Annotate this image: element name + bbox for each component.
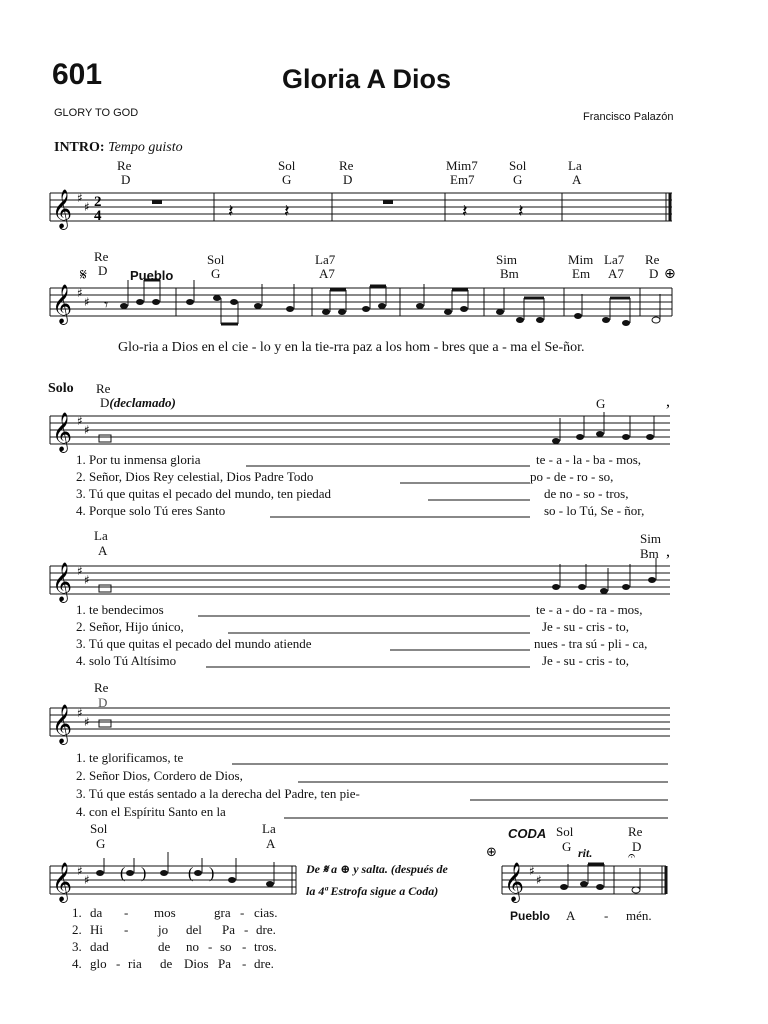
verse-end: Je - su - cris - to, xyxy=(542,653,630,668)
verse-number: 3. xyxy=(76,486,86,501)
solo-fill-lines xyxy=(0,450,768,530)
syl: Pa xyxy=(218,956,231,971)
syl: Pa xyxy=(222,922,235,937)
chord-es: Re xyxy=(117,158,132,173)
coda-pueblo: Pueblo xyxy=(510,909,551,923)
chord-es: Sol xyxy=(278,158,296,173)
sharp-icon: ♯ xyxy=(77,864,83,878)
syl: de xyxy=(158,939,171,954)
composer: Francisco Palazón xyxy=(583,111,674,123)
syl: so xyxy=(220,939,232,954)
sharp-icon: ♯ xyxy=(77,191,83,205)
chord-es: La7 xyxy=(604,252,625,267)
hymn-number: 601 xyxy=(52,58,103,91)
syl: tros. xyxy=(254,939,277,954)
syl: ria xyxy=(128,956,142,971)
verse-text: Señor, Dios Rey celestial, Dios Padre Todo xyxy=(89,469,314,484)
treble-clef-icon: 𝄞 xyxy=(52,189,73,229)
chord-en: A7 xyxy=(319,266,335,281)
chord-en: D xyxy=(98,695,108,710)
verse-number: 2. xyxy=(76,619,86,634)
verse-text: te glorificamos, te xyxy=(89,750,184,765)
verse-text: con el Espíritu Santo en la xyxy=(89,804,226,819)
chord-es: Sol xyxy=(207,252,225,267)
syl: - xyxy=(240,905,245,920)
sharp-icon: ♯ xyxy=(84,573,90,587)
syl: - xyxy=(124,922,129,937)
coda-chord-1 xyxy=(556,824,573,854)
verse-number: 4. xyxy=(76,653,86,668)
quarter-rest-icon: 𝄽 xyxy=(462,201,468,222)
syl: da xyxy=(90,905,103,920)
chord-es: Mim7 xyxy=(446,158,478,173)
verse-text: Tú que estás sentado a la derecha del Padre, ten pie- xyxy=(88,786,360,801)
verse-number: 2. xyxy=(76,469,86,484)
chord-es: La xyxy=(262,821,276,836)
declamado-marking: (declamado) xyxy=(109,395,176,410)
intro-chord-1 xyxy=(117,159,131,187)
verse-end: de no - so - tros, xyxy=(544,486,629,501)
verse-number: 3. xyxy=(76,636,86,651)
sharp-icon: ♯ xyxy=(77,414,83,428)
instruction-line-2: la 4ª Estrofa sigue a Coda) xyxy=(306,884,439,898)
chord-en: D xyxy=(632,839,642,854)
syl: - xyxy=(604,908,609,923)
syl: jo xyxy=(158,922,169,937)
chord-es: Re xyxy=(94,680,109,695)
verse-number: 1. xyxy=(76,750,86,765)
final-chord-1 xyxy=(90,821,107,851)
chord-en: A xyxy=(266,836,276,851)
chord-es: Sim xyxy=(496,252,517,267)
chord-es: Re xyxy=(339,158,354,173)
syl: dre. xyxy=(254,956,274,971)
intro-label xyxy=(54,140,183,156)
chord-en: G xyxy=(282,172,292,187)
syl: mén. xyxy=(626,908,652,923)
refrain-chord-7 xyxy=(645,253,659,281)
treble-clef-icon: 𝄞 xyxy=(52,562,73,602)
solo-end-chord: G xyxy=(596,396,606,411)
breath-mark-icon: , xyxy=(666,393,670,410)
solo-label: Solo xyxy=(48,381,74,396)
refrain-chord-4 xyxy=(496,253,519,281)
syl: gra xyxy=(214,905,231,920)
verse-text: Tú que quitas el pecado del mundo, ten piedad xyxy=(88,486,331,501)
subtitle: GLORY TO GOD xyxy=(54,107,139,119)
verse-number: 4. xyxy=(76,503,86,518)
quarter-rest-icon: 𝄽 xyxy=(518,201,524,222)
verse-text: Tú que quitas el pecado del mundo atiende xyxy=(88,636,312,651)
treble-clef-icon: 𝄞 xyxy=(52,284,73,324)
syl: mos xyxy=(154,905,176,920)
parenthesis-icon: ) xyxy=(209,865,215,882)
refrain-chord-5 xyxy=(568,253,593,281)
chord-en: G xyxy=(211,266,221,281)
treble-clef-icon: 𝄞 xyxy=(52,704,73,744)
syl: A xyxy=(566,908,576,923)
la-end-chord xyxy=(640,531,661,561)
verse-number: 3. xyxy=(76,786,86,801)
syl: del xyxy=(186,922,202,937)
refrain-notes xyxy=(120,295,660,326)
chord-en: G xyxy=(96,836,106,851)
coda-lyrics xyxy=(510,908,670,924)
segno-icon: 𝄋 xyxy=(80,265,87,284)
chord-en: D xyxy=(649,266,659,281)
la-fill-lines xyxy=(0,600,768,680)
intro-chord-6 xyxy=(568,159,582,187)
chord-es: Sol xyxy=(509,158,527,173)
verse-text: Señor Dios, Cordero de Dios, xyxy=(89,768,243,783)
coda-icon: ⊕ xyxy=(486,845,497,860)
refrain-chord-3 xyxy=(315,253,335,281)
chord-en: D xyxy=(121,172,131,187)
chord-en: D xyxy=(98,263,108,278)
chord-es: La xyxy=(568,158,582,173)
verse-text: te bendecimos xyxy=(89,602,164,617)
breath-mark-icon: , xyxy=(666,543,670,560)
refrain-chord-1 xyxy=(94,250,108,278)
syl: Hi xyxy=(90,922,103,937)
syl: cias. xyxy=(254,905,278,920)
treble-clef-icon: 𝄞 xyxy=(52,412,73,452)
treble-clef-icon: 𝄞 xyxy=(504,862,525,902)
chord-es: Re xyxy=(628,824,643,839)
chord-en: A7 xyxy=(608,266,624,281)
chord-en: Bm xyxy=(640,546,659,561)
syl: de xyxy=(160,956,173,971)
whole-rest-icon xyxy=(152,200,162,204)
parenthesis-icon: ( xyxy=(120,865,126,882)
rit-marking: rit. xyxy=(578,846,593,860)
time-sig-bottom: 4 xyxy=(94,208,102,224)
syl: glo xyxy=(90,956,107,971)
sharp-icon: ♯ xyxy=(529,864,535,878)
verse-text: solo Tú Altísimo xyxy=(89,653,177,668)
intro-label-text: INTRO: xyxy=(54,140,105,155)
breve-note-icon xyxy=(99,585,111,592)
time-sig-top: 2 xyxy=(94,194,102,210)
verse-text: Porque solo Tú eres Santo xyxy=(89,503,226,518)
fermata-icon: 𝄐 xyxy=(628,849,636,864)
chord-en: Bm xyxy=(500,266,519,281)
final-chord-2 xyxy=(262,821,276,851)
chord-es: Mim xyxy=(568,252,594,267)
parenthesis-icon: ) xyxy=(141,865,147,882)
syl: - xyxy=(244,922,249,937)
verse-end: so - lo Tú, Se - ñor, xyxy=(544,503,645,518)
chord-es: Re xyxy=(645,252,660,267)
refrain-chord-2 xyxy=(207,253,224,281)
verse-number: 1. xyxy=(76,452,86,467)
treble-clef-icon: 𝄞 xyxy=(52,862,73,902)
verse-end: Je - su - cris - to, xyxy=(542,619,630,634)
whole-rest-icon xyxy=(383,200,393,204)
sharp-icon: ♯ xyxy=(536,873,542,887)
verse-end: te - a - do - ra - mos, xyxy=(536,602,643,617)
parenthesis-icon: ( xyxy=(188,865,194,882)
verse-number: 1. xyxy=(76,602,86,617)
chord-es: Sol xyxy=(556,824,574,839)
la-chord xyxy=(94,528,108,558)
instruction-line-1: De 𝄋 a ⊕ y salta. (después de xyxy=(306,862,448,876)
verse-text: Por tu inmensa gloria xyxy=(89,452,201,467)
syl: no xyxy=(186,939,199,954)
sharp-icon: ♯ xyxy=(84,715,90,729)
sharp-icon: ♯ xyxy=(77,564,83,578)
verse-number: 1. xyxy=(72,905,82,920)
chord-es: La xyxy=(94,528,108,543)
chord-en: D xyxy=(343,172,353,187)
chord-en: D xyxy=(100,395,110,410)
intro-staff xyxy=(0,185,768,245)
sharp-icon: ♯ xyxy=(77,706,83,720)
verse-number: 2. xyxy=(72,922,82,937)
coda-label: CODA xyxy=(508,826,547,841)
intro-tempo: Tempo guisto xyxy=(108,140,183,155)
verse-number: 2. xyxy=(76,768,86,783)
chord-en: A xyxy=(572,172,582,187)
verse-end: nues - tra sú - pli - ca, xyxy=(534,636,648,651)
pueblo-label: Pueblo xyxy=(130,268,174,283)
chord-en: G xyxy=(513,172,523,187)
syl: dre. xyxy=(256,922,276,937)
page-title: Gloria A Dios xyxy=(282,64,452,94)
chord-en: Em7 xyxy=(450,172,475,187)
sharp-icon: ♯ xyxy=(84,295,90,309)
breve-note-icon xyxy=(99,435,111,442)
chord-es: Sol xyxy=(90,821,108,836)
syl: - xyxy=(124,905,129,920)
syl: - xyxy=(208,939,213,954)
verse-number: 3. xyxy=(72,939,82,954)
sharp-icon: ♯ xyxy=(84,423,90,437)
syl: Dios xyxy=(184,956,209,971)
coda-icon: ⊕ xyxy=(664,266,676,282)
sharp-icon: ♯ xyxy=(84,873,90,887)
refrain-lyrics: Glo-ria a Dios en el cie - lo y en la tie-rra paz a los hom - bres que a - ma el Se-ñor. xyxy=(118,340,585,355)
chord-es: Sim xyxy=(640,531,661,546)
syl: - xyxy=(116,956,121,971)
verse-number: 4. xyxy=(72,956,82,971)
re-fill-lines xyxy=(0,750,768,830)
quarter-rest-icon: 𝄽 xyxy=(284,201,290,222)
verse-end: po - de - ro - so, xyxy=(530,469,614,484)
syl: dad xyxy=(90,939,109,954)
intro-chord-5 xyxy=(509,159,526,187)
verse-end: te - a - la - ba - mos, xyxy=(536,452,642,467)
syl: - xyxy=(242,956,247,971)
verse-text: Señor, Hijo único, xyxy=(89,619,184,634)
refrain-chord-6 xyxy=(604,253,624,281)
chord-en: G xyxy=(562,839,572,854)
eighth-rest-icon: 𝄾 xyxy=(104,295,109,314)
re-staff xyxy=(0,700,768,750)
chord-en: A xyxy=(98,543,108,558)
solo-chord-es: Re xyxy=(96,381,111,396)
breve-note-icon xyxy=(99,720,111,727)
chord-en: Em xyxy=(572,266,591,281)
chord-es: La7 xyxy=(315,252,336,267)
verse-number: 4. xyxy=(76,804,86,819)
intro-chord-3 xyxy=(339,159,353,187)
sharp-icon: ♯ xyxy=(77,286,83,300)
syl: - xyxy=(242,939,247,954)
intro-chord-4 xyxy=(446,159,478,187)
intro-chord-2 xyxy=(278,159,295,187)
sharp-icon: ♯ xyxy=(84,200,90,214)
chord-es: Re xyxy=(94,249,109,264)
quarter-rest-icon: 𝄽 xyxy=(228,201,234,222)
